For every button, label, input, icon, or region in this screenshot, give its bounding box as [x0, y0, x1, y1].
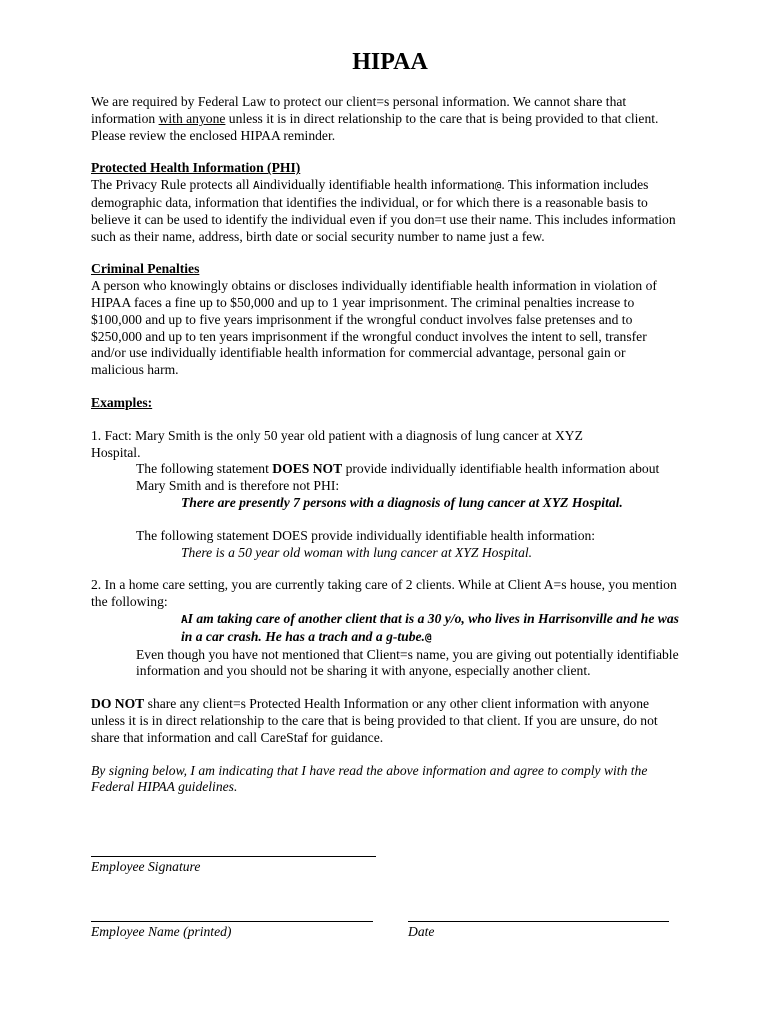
- example-1-statement-2: The following statement DOES provide individually identifiable health information:: [136, 527, 596, 543]
- document-page: [91, 48, 681, 796]
- employee-signature-label: Employee Signature: [91, 859, 201, 874]
- phi-section: [91, 160, 681, 245]
- example-1-statement-1: [91, 461, 681, 495]
- agreement-statement: By signing below, I am indicating that I have read the above information and agree to comply with the Federal HIPAA guidelines.: [91, 762, 648, 795]
- date-field: [408, 921, 669, 941]
- phi-close-quote-glyph: @: [494, 179, 502, 193]
- page-title: HIPAA: [352, 49, 428, 75]
- date-line[interactable]: [408, 921, 669, 922]
- phi-heading: Protected Health Information (PHI): [91, 160, 301, 176]
- example-1-stmt1-c: provide individually identifiable health information about Mary Smith and is therefore not PHI:: [136, 461, 660, 494]
- employee-name-line[interactable]: [91, 921, 373, 922]
- example-1-stmt1-a: The following statement: [136, 461, 273, 477]
- example-1-quote-1: There are presently 7 persons with a diagnosis of lung cancer at XYZ Hospital.: [181, 494, 623, 510]
- date-label: Date: [408, 924, 435, 939]
- phi-open-quote-glyph: A: [252, 179, 260, 193]
- penalties-heading: Criminal Penalties: [91, 261, 200, 277]
- example-2-quote: [91, 611, 681, 647]
- do-not-paragraph: [91, 696, 681, 746]
- example-2-quote-text: I am taking care of another client that is a 30 y/o, who lives in Harrisonville and he was in a car crash. He has a trach and a g-tube.: [181, 610, 679, 644]
- employee-name-label: Employee Name (printed): [91, 924, 232, 939]
- employee-name-field: [91, 921, 373, 941]
- phi-paragraph: [91, 177, 681, 245]
- employee-signature-block: [91, 856, 681, 876]
- penalties-paragraph: A person who knowingly obtains or discloses individually identifiable health information in violation of HIPAA faces a fine up to $50,000 and up to 1 year imprisonment. The criminal penalties increase to $100,000 and up to five years imprisonment if the wrongful conduct involves false pretenses and to $250,000 and up to ten years imprisonment if the wrongful conduct involves the intent to sell, transfer and/or use individually identifiable health information for commercial advantage, personal gain or malicious harm.: [91, 278, 657, 378]
- example-2-open-quote-glyph: A: [181, 612, 188, 626]
- intro-paragraph: [91, 94, 681, 144]
- phi-text-1: The Privacy Rule protects all: [91, 177, 253, 193]
- example-2-close-quote-glyph: @: [424, 630, 432, 644]
- do-not-text: share any client=s Protected Health Information or any other client information with anyone unless it is in direct relationship to the care that is being provided to that client. If you are unsure, do not share that information and call CareStaf for guidance.: [91, 696, 658, 745]
- intro-underlined-text: with anyone: [158, 110, 226, 126]
- example-2-follow-up: Even though you have not mentioned that Client=s name, you are giving out potentially identifiable information and you should not be sharing it with anyone, especially another client.: [136, 646, 679, 679]
- intro-text-2: unless it is in direct relationship to the care that is being provided to that client. Please review the enclosed HIPAA reminder.: [91, 110, 659, 143]
- examples-section: [91, 395, 681, 680]
- phi-text-3: . This information includes demographic data, information that identifies the individual, or for which there is a reasonable basis to believe it can be used to identify the individual even if you don=t use their name. This includes information such as their name, address, birth date or social security number to name just a few.: [91, 177, 676, 244]
- example-2-intro: 2. In a home care setting, you are currently taking care of 2 clients. While at Client A=s house, you mention the following:: [91, 577, 677, 610]
- employee-signature-line[interactable]: [91, 856, 376, 857]
- phi-text-2: individually identifiable health information: [259, 177, 495, 193]
- example-1-fact: 1. Fact: Mary Smith is the only 50 year old patient with a diagnosis of lung cancer at XYZ Hospital.: [91, 427, 583, 460]
- intro-text-1: We are required by Federal Law to protect our client=s personal information. We cannot share that information: [91, 94, 627, 126]
- example-1-quote-2: There is a 50 year old woman with lung cancer at XYZ Hospital.: [181, 544, 533, 560]
- penalties-section: [91, 261, 681, 379]
- example-1-stmt1-bold: DOES NOT: [272, 461, 343, 477]
- examples-heading: Examples:: [91, 394, 153, 410]
- do-not-bold: DO NOT: [91, 696, 145, 712]
